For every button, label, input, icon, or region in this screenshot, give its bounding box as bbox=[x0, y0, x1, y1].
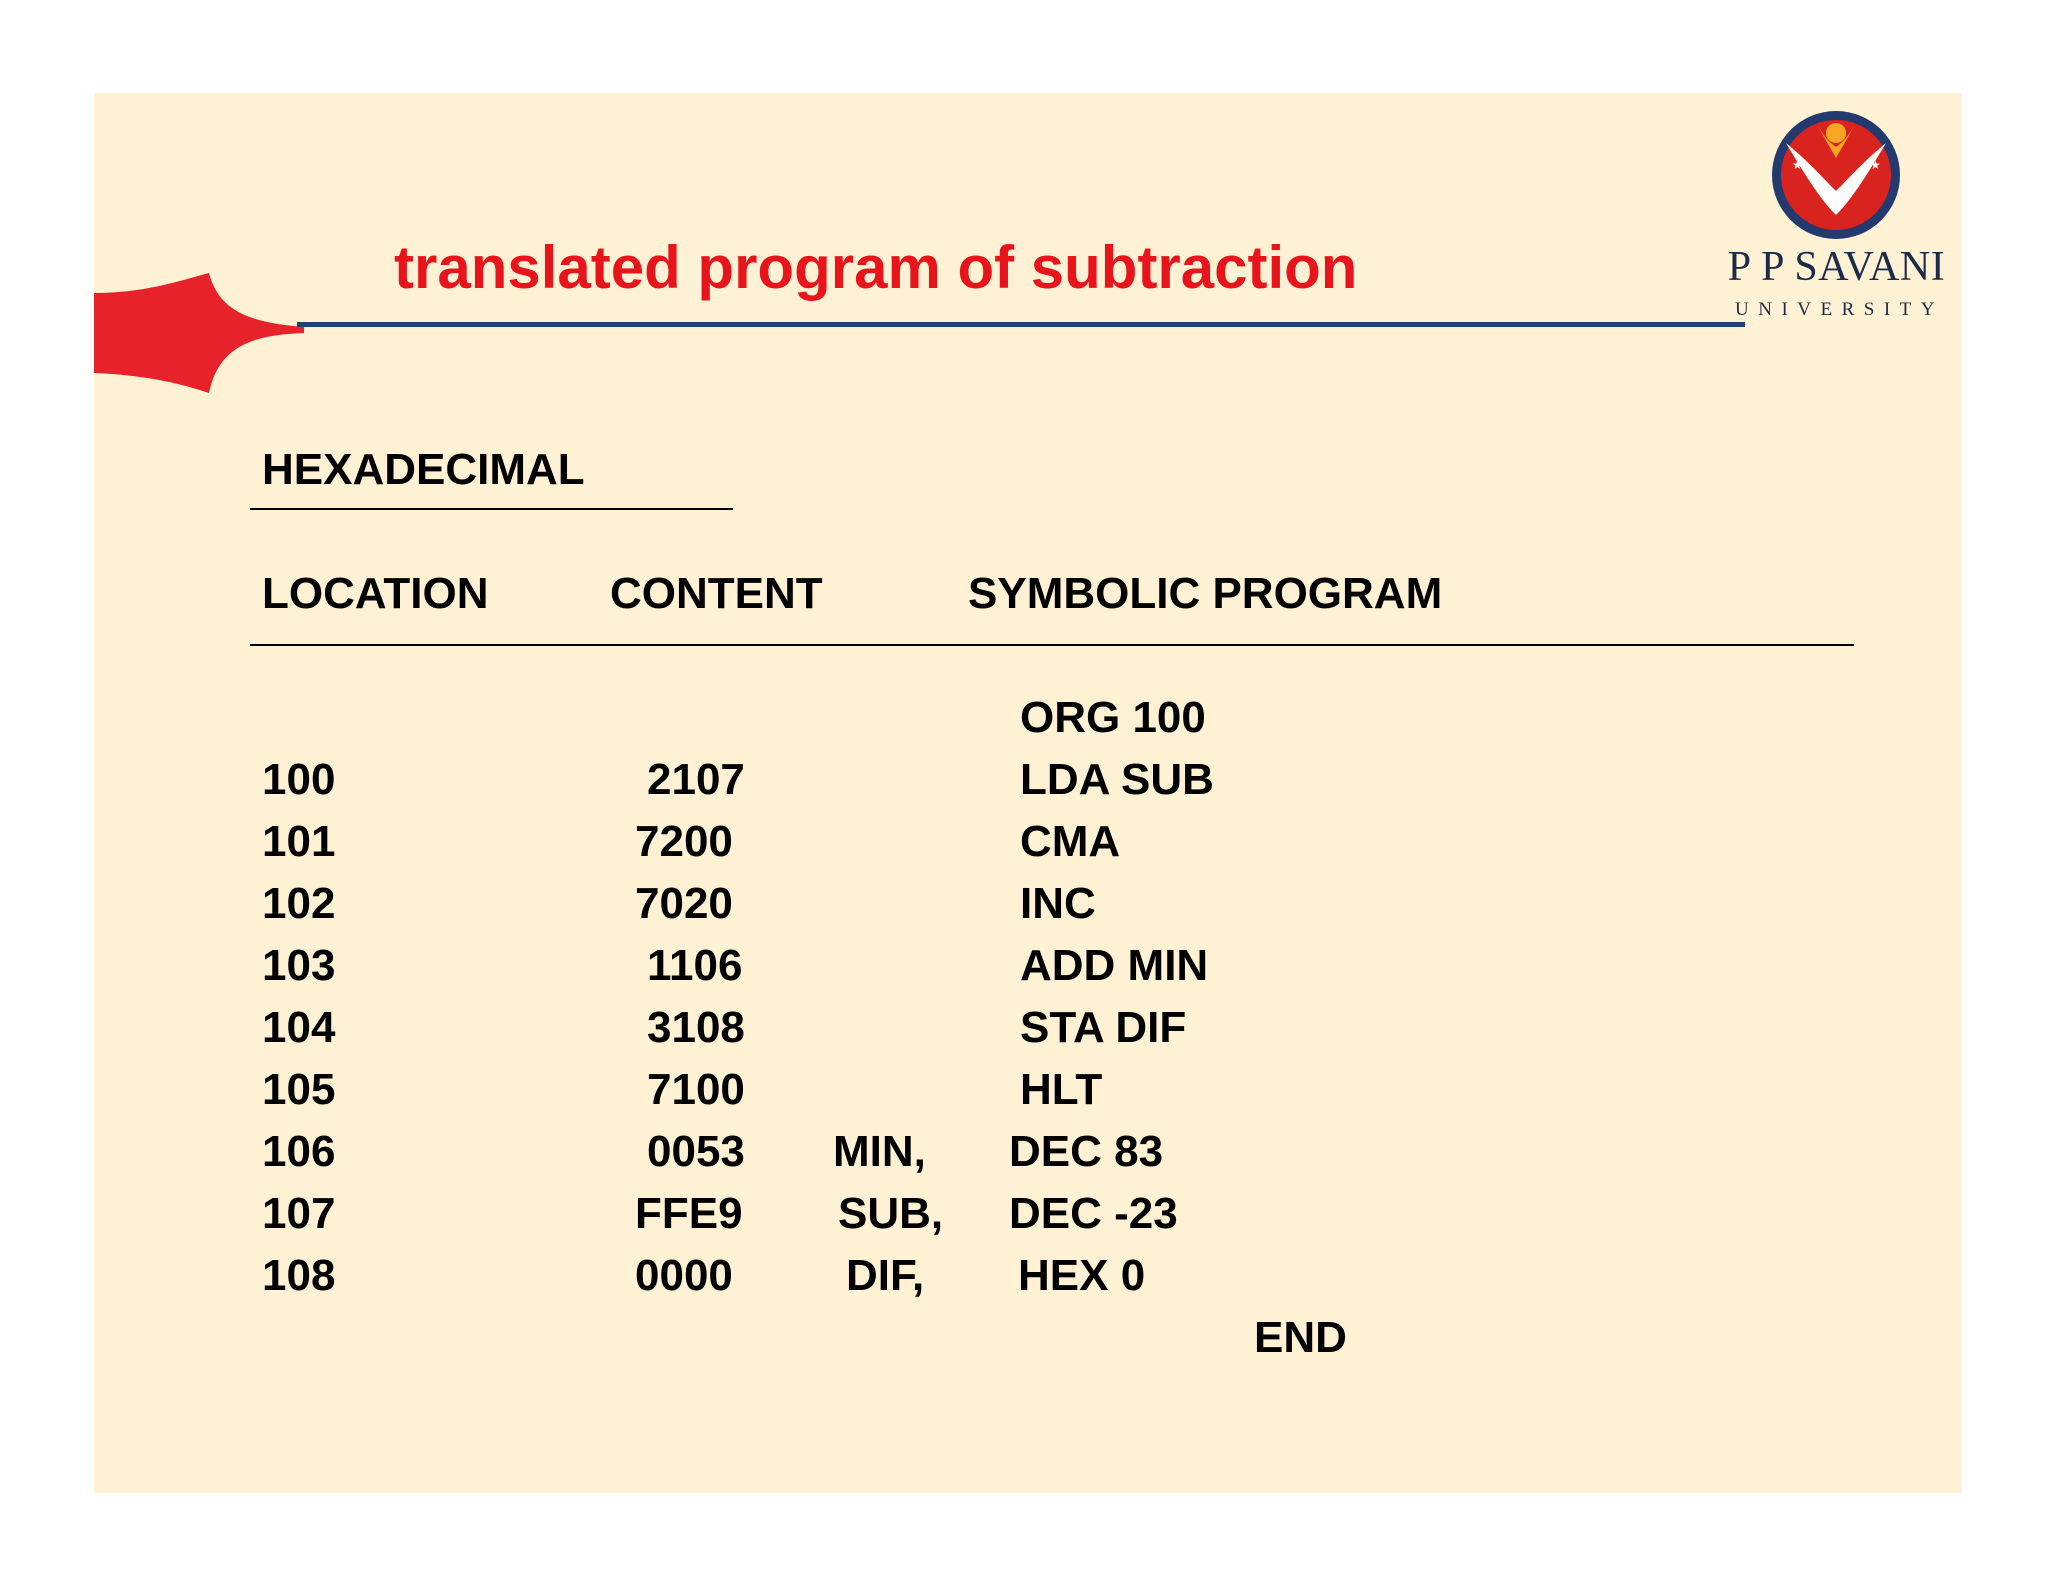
column-header-content: CONTENT bbox=[610, 569, 823, 618]
svg-text:★: ★ bbox=[1870, 158, 1881, 172]
row-location: 106 bbox=[262, 1127, 336, 1176]
row-instruction: CMA bbox=[1020, 817, 1121, 866]
row-content: 3108 bbox=[647, 1003, 745, 1052]
row-content: 0000 bbox=[635, 1251, 733, 1300]
row-location: 102 bbox=[262, 879, 336, 928]
row-content: 7100 bbox=[647, 1065, 745, 1114]
org-directive: ORG 100 bbox=[1020, 693, 1206, 742]
row-instruction: DEC 83 bbox=[1009, 1127, 1164, 1176]
emblem-icon bbox=[1764, 103, 1909, 243]
row-instruction: STA DIF bbox=[1020, 1003, 1187, 1052]
row-instruction: HLT bbox=[1020, 1065, 1103, 1114]
row-label: SUB, bbox=[838, 1189, 944, 1238]
svg-text:★: ★ bbox=[1792, 158, 1803, 172]
logo-subtitle: UNIVERSITY bbox=[1735, 299, 1944, 320]
row-instruction: ADD MIN bbox=[1020, 941, 1209, 990]
row-content: 7020 bbox=[635, 879, 733, 928]
row-content: FFE9 bbox=[635, 1189, 743, 1238]
row-instruction: HEX 0 bbox=[1018, 1251, 1146, 1300]
row-label: MIN, bbox=[833, 1127, 926, 1176]
row-label: DIF, bbox=[846, 1251, 925, 1300]
end-directive: END bbox=[1254, 1313, 1347, 1362]
slide bbox=[94, 93, 1962, 1493]
row-location: 108 bbox=[262, 1251, 336, 1300]
header-underline bbox=[250, 644, 1854, 646]
red-swoosh-decoration bbox=[94, 273, 304, 393]
heading-underline bbox=[250, 508, 733, 510]
column-header-symbolic: SYMBOLIC PROGRAM bbox=[968, 569, 1443, 618]
university-logo bbox=[1714, 103, 1959, 343]
row-instruction: INC bbox=[1020, 879, 1096, 928]
row-instruction: DEC -23 bbox=[1009, 1189, 1178, 1238]
title-underline bbox=[297, 322, 1745, 327]
row-instruction: LDA SUB bbox=[1020, 755, 1214, 804]
section-heading: HEXADECIMAL bbox=[262, 445, 585, 494]
row-location: 104 bbox=[262, 1003, 336, 1052]
column-header-location: LOCATION bbox=[262, 569, 489, 618]
row-content: 1106 bbox=[647, 941, 743, 990]
row-location: 103 bbox=[262, 941, 336, 990]
row-content: 0053 bbox=[647, 1127, 745, 1176]
row-location: 105 bbox=[262, 1065, 336, 1114]
row-location: 100 bbox=[262, 755, 336, 804]
row-content: 7200 bbox=[635, 817, 733, 866]
row-location: 107 bbox=[262, 1189, 336, 1238]
logo-name: P P SAVANI bbox=[1727, 244, 1946, 290]
row-location: 101 bbox=[262, 817, 336, 866]
row-content: 2107 bbox=[647, 755, 745, 804]
slide-title: translated program of subtraction bbox=[394, 234, 1358, 301]
